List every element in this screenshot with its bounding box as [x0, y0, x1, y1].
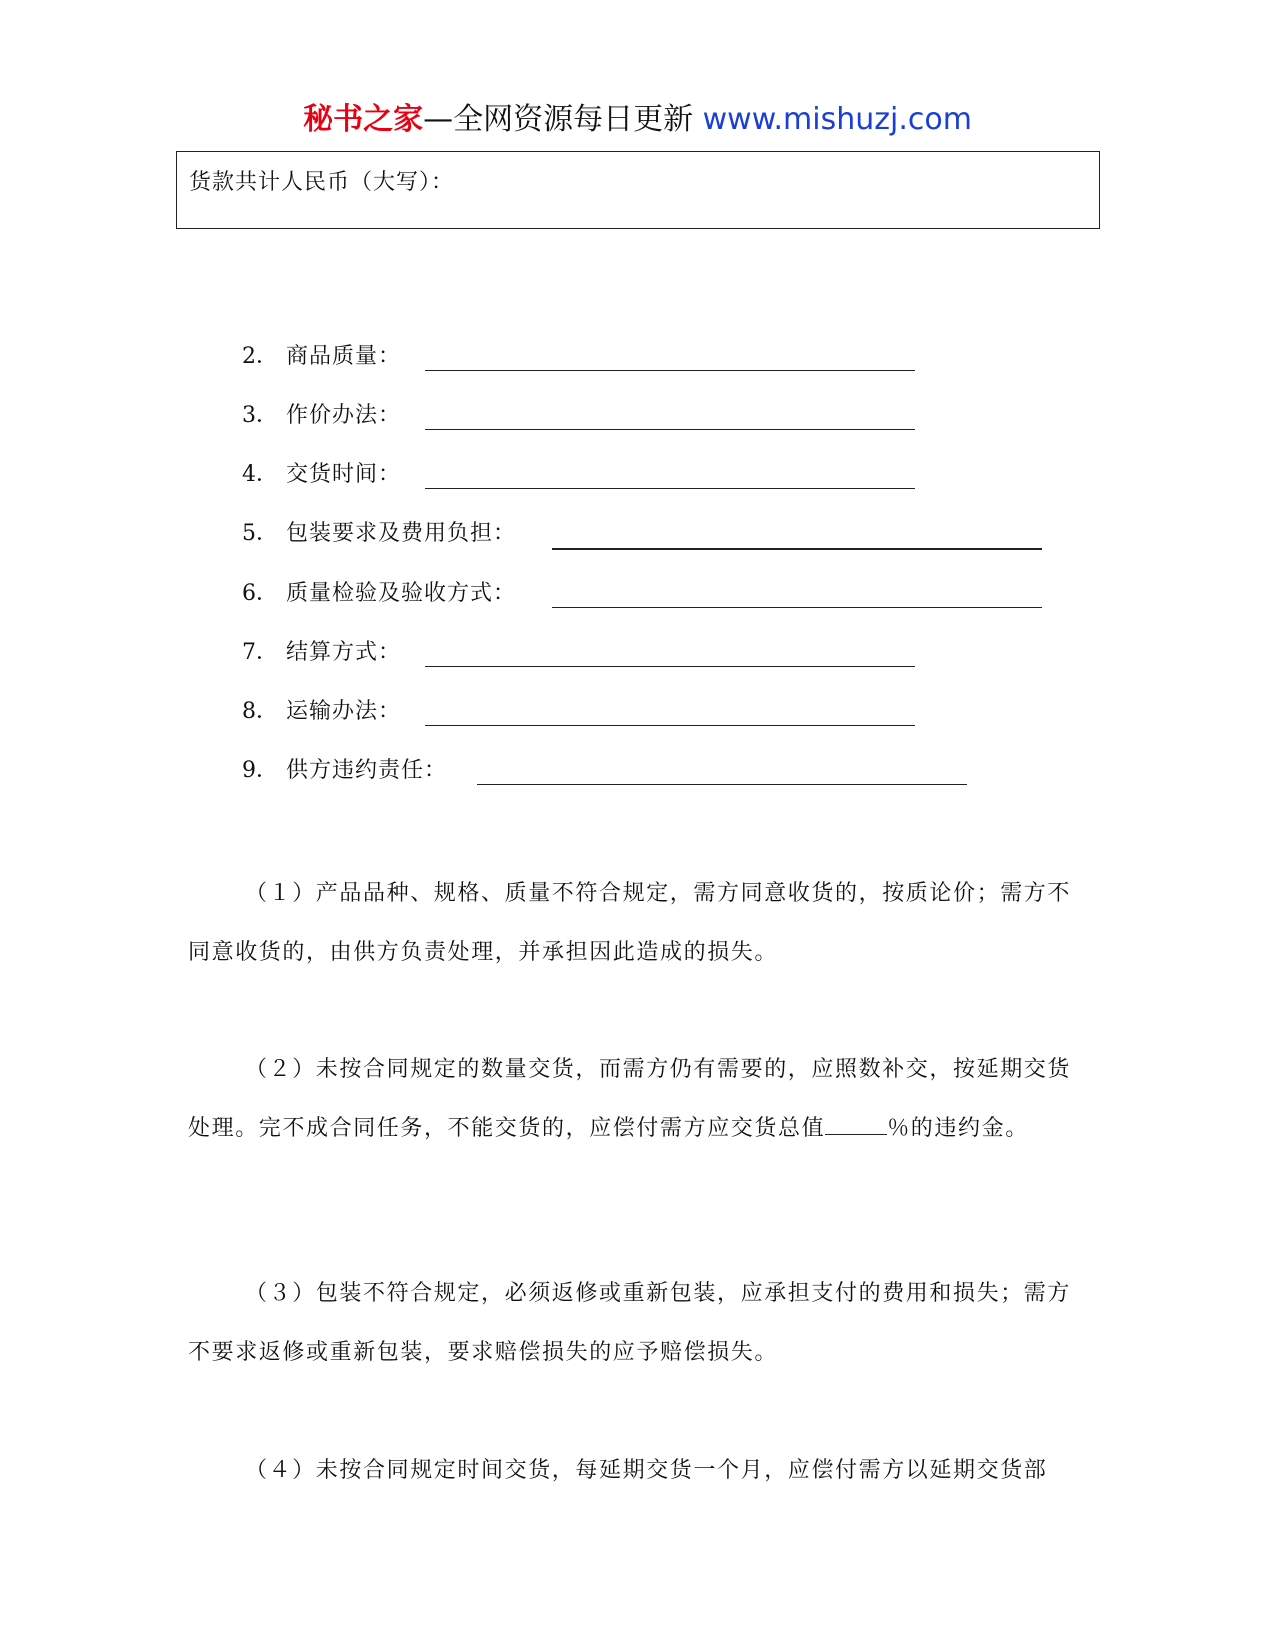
item-inspection: [242, 577, 516, 611]
item-number: 2．: [242, 344, 278, 369]
transport-fill-line[interactable]: [425, 725, 915, 726]
item-label: 作价办法：: [286, 403, 402, 428]
item-number: 4．: [242, 462, 278, 487]
site-tagline: —全网资源每日更新: [423, 102, 694, 137]
supplier-liability-fill-line[interactable]: [477, 784, 967, 785]
quality-fill-line[interactable]: [425, 370, 915, 371]
item-supplier-liability: [242, 754, 447, 788]
item-number: 6．: [242, 581, 278, 606]
payment-total-box: [176, 151, 1100, 229]
clause-4: （４）未按合同规定时间交货，每延期交货一个月，应偿付需方以延期交货部: [245, 1458, 1048, 1483]
item-number: 8．: [242, 699, 278, 724]
inspection-fill-line[interactable]: [552, 607, 1042, 608]
item-number: 5．: [242, 521, 278, 546]
item-label: 供方违约责任：: [286, 758, 448, 783]
payment-total-label: 货款共计人民币（大写）：: [189, 170, 455, 195]
item-number: 3．: [242, 403, 278, 428]
site-brand: 秘书之家: [303, 102, 424, 137]
item-label: 交货时间：: [286, 462, 402, 487]
item-pricing: [242, 399, 401, 433]
item-label: 结算方式：: [286, 640, 402, 665]
clause-2-text: （２）未按合同规定的数量交货，而需方仍有需要的，应照数补交，按延期交货处理。完不成合同任务，不能交货的，应偿付需方应交货总值: [188, 1057, 1072, 1141]
settlement-fill-line[interactable]: [425, 666, 915, 667]
site-header: [0, 100, 1275, 140]
item-transport: [242, 695, 401, 729]
clause-1: （１）产品品种、规格、质量不符合规定，需方同意收货的，按质论价；需方不同意收货的，由供方负责处理，并承担因此造成的损失。: [188, 881, 1072, 965]
penalty-percent-blank[interactable]: [825, 1112, 887, 1135]
item-number: 9．: [242, 758, 278, 783]
clause-3: （３）包装不符合规定，必须返修或重新包装，应承担支付的费用和损失；需方不要求返修或重新包装，要求赔偿损失的应予赔偿损失。: [188, 1281, 1072, 1365]
item-packaging: [242, 517, 516, 551]
clause-2: [188, 1040, 1092, 1158]
packaging-fill-line[interactable]: [552, 548, 1042, 550]
item-quality: [242, 340, 401, 374]
item-number: 7．: [242, 640, 278, 665]
delivery-time-fill-line[interactable]: [425, 488, 915, 489]
item-label: 商品质量：: [286, 344, 402, 369]
clause-2-suffix: ％的违约金。: [887, 1116, 1029, 1141]
pricing-fill-line[interactable]: [425, 429, 915, 430]
item-label: 运输办法：: [286, 699, 402, 724]
item-label: 质量检验及验收方式：: [286, 581, 517, 606]
item-label: 包装要求及费用负担：: [286, 521, 517, 546]
site-url-link[interactable]: www.mishuzj.com: [702, 102, 972, 137]
item-settlement: [242, 636, 401, 670]
item-delivery-time: [242, 458, 401, 492]
